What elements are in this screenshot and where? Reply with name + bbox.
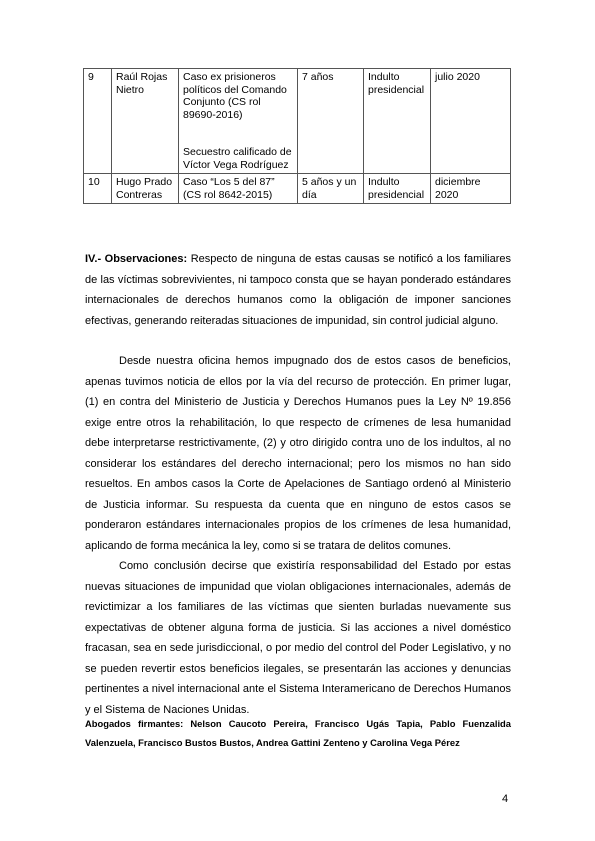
- signing-lawyers: Abogados firmantes: Nelson Caucoto Pereira, Francisco Ugás Tapia, Pablo Fuenzalida Valenzuela, Francisco Bustos Bustos, Andrea Gattini Zenteno y Carolina Vega Pérez: [85, 718, 511, 748]
- cases-table: [83, 68, 511, 204]
- paragraph-block: [85, 556, 511, 720]
- case-spacer: [183, 121, 293, 146]
- observations-section: [85, 249, 511, 331]
- case-line: Secuestro calificado de Víctor Vega Rodríguez: [183, 146, 292, 171]
- section-heading: IV.- Observaciones:: [85, 253, 188, 265]
- observations-paragraph: [85, 249, 511, 331]
- observations-text: Respecto de ninguna de estas causas se notificó a los familiares de las víctimas sobrevivientes, ni tampoco consta que se hayan ponderado estándares internacionales de derechos humanos como la obligación de imponer sanciones efectivas, generando reiteradas situaciones de impunidad, sin control judicial alguno.: [85, 253, 512, 327]
- convict-name: Raúl Rojas Nietro: [112, 69, 179, 174]
- table-row: [84, 174, 511, 204]
- case-line: Caso ex prisioneros políticos del Comando Conjunto (CS rol 89690-2016): [183, 71, 287, 121]
- sentence: 7 años: [298, 69, 364, 174]
- benefit-date: julio 2020: [431, 69, 511, 174]
- paragraph: Desde nuestra oficina hemos impugnado dos de estos casos de beneficios, apenas tuvimos noticia de ellos por la vía del recurso de protección. En primer lugar, (1) en contra del Ministerio de Justicia y Derechos Humanos pues la Ley Nº 19.856 exige entre otros la rehabilitación, lo que respecto de crímenes de lesa humanidad debe interpretarse restrictivamente, (2) y otro dirigido contra uno de los indultos, al no considerar los estándares del derecho internacional; pero los mismos no han sido resueltos. En ambos casos la Corte de Apelaciones de Santiago ordenó al Ministerio de Justicia informar. Su respuesta da cuenta que en ninguno de estos casos se ponderaron estándares internacionales propios de los crímenes de lesa humanidad, aplicando de forma mecánica la ley, como si se tratara de delitos comunes.: [85, 355, 511, 552]
- benefit: Indulto presidencial: [364, 69, 431, 174]
- case-description: [179, 69, 298, 174]
- row-number: 9: [84, 69, 112, 174]
- benefit: Indulto presidencial: [364, 174, 431, 204]
- convict-name: Hugo Prado Contreras: [112, 174, 179, 204]
- paragraph-block: [85, 351, 511, 556]
- benefit-date: diciembre 2020: [431, 174, 511, 204]
- case-description: [179, 174, 298, 204]
- case-line: Caso “Los 5 del 87” (CS rol 8642-2015): [183, 176, 275, 201]
- table-row: [84, 69, 511, 174]
- paragraph: Como conclusión decirse que existiría responsabilidad del Estado por estas nuevas situaciones de impunidad que violan obligaciones internacionales, además de revictimizar a los familiares de las víctimas que sienten burladas nuevamente sus expectativas de obtener alguna forma de justicia. Si las acciones a nivel doméstico fracasan, sea en sede jurisdiccional, o por medio del control del Poder Legislativo, y no se pueden revertir estos beneficios ilegales, se presentarán las acciones y denuncias pertinentes a nivel internacional ante el Sistema Interamericano de Derechos Humanos y el Sistema de Naciones Unidas.: [85, 560, 511, 716]
- page-number: 4: [502, 793, 509, 805]
- sentence: 5 años y un día: [298, 174, 364, 204]
- row-number: 10: [84, 174, 112, 204]
